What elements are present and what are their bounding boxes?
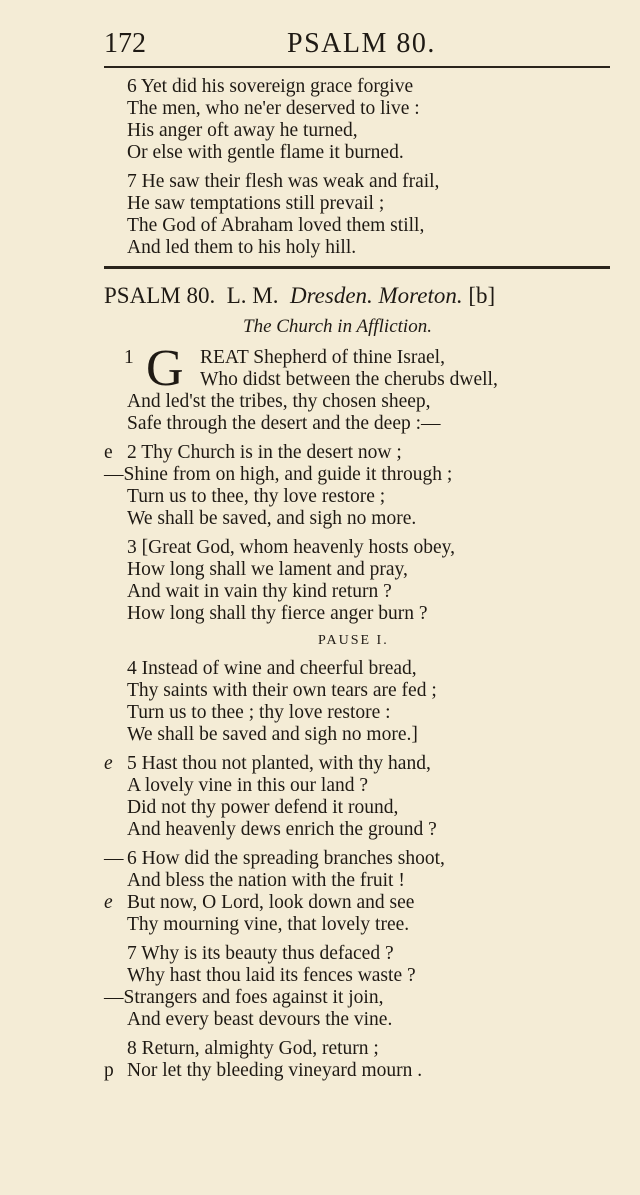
- verse-line: He saw temptations still prevail ;: [127, 193, 385, 214]
- stanza-number: 1: [124, 347, 134, 368]
- verse-line: Or else with gentle flame it burned.: [127, 142, 404, 163]
- verse-line: Turn us to thee ; thy love restore :: [127, 702, 391, 723]
- psalm-subtitle: The Church in Affliction.: [243, 316, 432, 337]
- page-number: 172: [104, 28, 146, 59]
- verse-line: Safe through the desert and the deep :—: [127, 413, 441, 434]
- verse-line: Why hast thou laid its fences waste ?: [127, 965, 416, 986]
- verse-line: 8 Return, almighty God, return ;: [127, 1038, 379, 1059]
- verse-line: And every beast devours the vine.: [127, 1009, 393, 1030]
- dynamic-mark: e: [104, 753, 113, 774]
- psalm-heading: [104, 283, 495, 309]
- verse-line: 4 Instead of wine and cheerful bread,: [127, 658, 417, 679]
- verse-line: 6 Yet did his sovereign grace forgive: [127, 76, 414, 97]
- dynamic-mark: p: [104, 1060, 114, 1081]
- verse-line: How long shall thy fierce anger burn ?: [127, 603, 428, 624]
- verse-line: The men, who ne'er deserved to live :: [127, 98, 420, 119]
- section-rule: [104, 266, 610, 269]
- verse-line: Who didst between the cherubs dwell,: [200, 369, 498, 390]
- verse-line: We shall be saved, and sigh no more.: [127, 508, 417, 529]
- dynamic-mark: e: [104, 442, 113, 463]
- verse-line: His anger oft away he turned,: [127, 120, 358, 141]
- verse-line: But now, O Lord, look down and see: [127, 892, 415, 913]
- verse-line: Thy saints with their own tears are fed ;: [127, 680, 437, 701]
- verse-line: And led them to his holy hill.: [127, 237, 357, 258]
- psalm-title: PSALM 80.: [104, 283, 216, 308]
- psalm-tunes: Dresden. Moreton.: [289, 283, 463, 308]
- verse-line: 7 Why is its beauty thus defaced ?: [127, 943, 394, 964]
- verse-line: 2 Thy Church is in the desert now ;: [127, 442, 402, 463]
- verse-line: REAT Shepherd of thine Israel,: [200, 347, 445, 368]
- verse-line: 6 How did the spreading branches shoot,: [127, 848, 445, 869]
- verse-line: 3 [Great God, whom heavenly hosts obey,: [127, 537, 455, 558]
- verse-line: How long shall we lament and pray,: [127, 559, 408, 580]
- verse-line: 5 Hast thou not planted, with thy hand,: [127, 753, 431, 774]
- psalm-tag: [b]: [468, 283, 496, 308]
- verse-line: —Shine from on high, and guide it through ;: [104, 464, 453, 485]
- verse-line: And bless the nation with the fruit !: [127, 870, 405, 891]
- dynamic-mark: e: [104, 892, 113, 913]
- verse-line: Thy mourning vine, that lovely tree.: [127, 914, 410, 935]
- running-title: PSALM 80.: [287, 28, 436, 59]
- pause-label: PAUSE I.: [318, 633, 389, 648]
- verse-line: —Strangers and foes against it join,: [104, 987, 384, 1008]
- verse-line: Nor let thy bleeding vineyard mourn .: [127, 1060, 423, 1081]
- verse-line: The God of Abraham loved them still,: [127, 215, 425, 236]
- verse-line: 7 He saw their flesh was weak and frail,: [127, 171, 440, 192]
- verse-line: Turn us to thee, thy love restore ;: [127, 486, 386, 507]
- header-rule: [104, 66, 610, 68]
- dynamic-mark: —: [104, 848, 124, 869]
- verse-line: Did not thy power defend it round,: [127, 797, 399, 818]
- verse-line: And heavenly dews enrich the ground ?: [127, 819, 437, 840]
- verse-line: And led'st the tribes, thy chosen sheep,: [127, 391, 431, 412]
- verse-line: A lovely vine in this our land ?: [127, 775, 369, 796]
- psalm-meter: L. M.: [226, 283, 279, 308]
- verse-line: We shall be saved and sigh no more.]: [127, 724, 418, 745]
- verse-line: And wait in vain thy kind return ?: [127, 581, 392, 602]
- drop-cap: G: [146, 340, 184, 397]
